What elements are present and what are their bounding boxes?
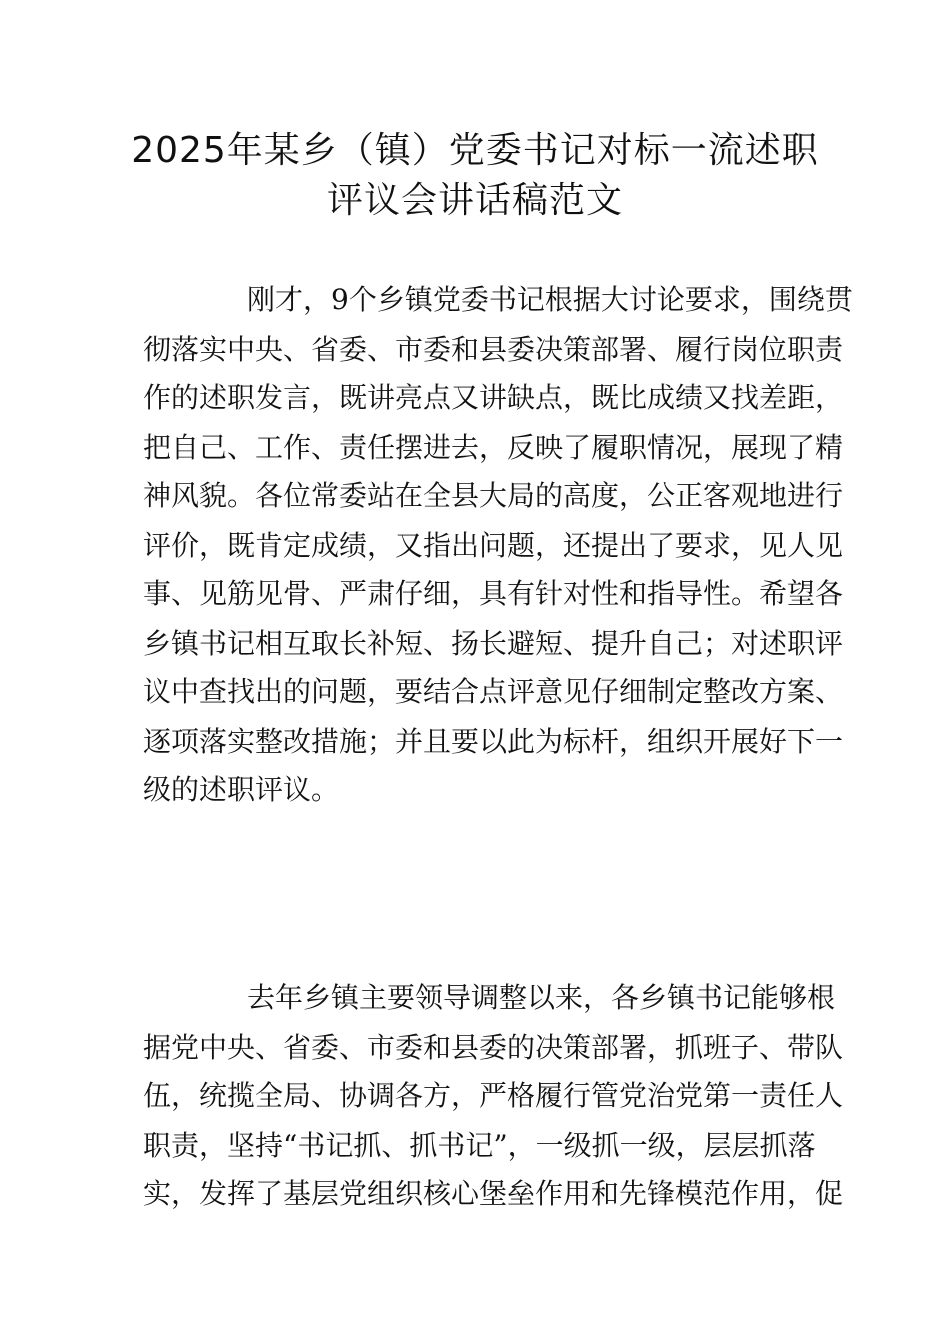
paragraph-1-line: 作的述职发言，既讲亮点又讲缺点，既比成绩又找差距， — [143, 381, 844, 414]
document-title-line-2: 评议会讲话稿范文 — [326, 180, 623, 221]
paragraph-2-line: 职责，坚持“书记抓、抓书记”，一级抓一级，层层抓落 — [143, 1129, 816, 1162]
document-title-line-1: 2025年某乡（镇）党委书记对标一流述职 — [131, 130, 819, 171]
paragraph-2-line: 据党中央、省委、市委和县委的决策部署，抓班子、带队 — [143, 1031, 844, 1064]
paragraph-1-line: 级的述职评议。 — [143, 773, 340, 806]
paragraph-1-line: 彻落实中央、省委、市委和县委决策部署、履行岗位职责 — [143, 333, 844, 366]
paragraph-2-line: 实，发挥了基层党组织核心堡垒作用和先锋模范作用，促 — [143, 1177, 844, 1210]
paragraph-1-line: 把自己、工作、责任摆进去，反映了履职情况，展现了精 — [143, 431, 844, 464]
paragraph-1-line: 事、见筋见骨、严肃仔细，具有针对性和指导性。希望各 — [143, 577, 844, 610]
paragraph-1-line: 逐项落实整改措施；并且要以此为标杆，组织开展好下一 — [143, 725, 844, 758]
paragraph-1-line: 评价，既肯定成绩，又指出问题，还提出了要求，见人见 — [143, 529, 844, 562]
paragraph-1-line: 刚才，9个乡镇党委书记根据大讨论要求，围绕贯 — [247, 283, 853, 316]
paragraph-1-line: 议中查找出的问题，要结合点评意见仔细制定整改方案、 — [143, 675, 844, 708]
paragraph-1-line: 神风貌。各位常委站在全县大局的高度，公正客观地进行 — [143, 479, 844, 512]
paragraph-2-line: 去年乡镇主要领导调整以来，各乡镇书记能够根 — [247, 981, 836, 1014]
paragraph-1-line: 乡镇书记相互取长补短、扬长避短、提升自己；对述职评 — [143, 627, 844, 660]
paragraph-2-line: 伍，统揽全局、协调各方，严格履行管党治党第一责任人 — [143, 1079, 844, 1112]
